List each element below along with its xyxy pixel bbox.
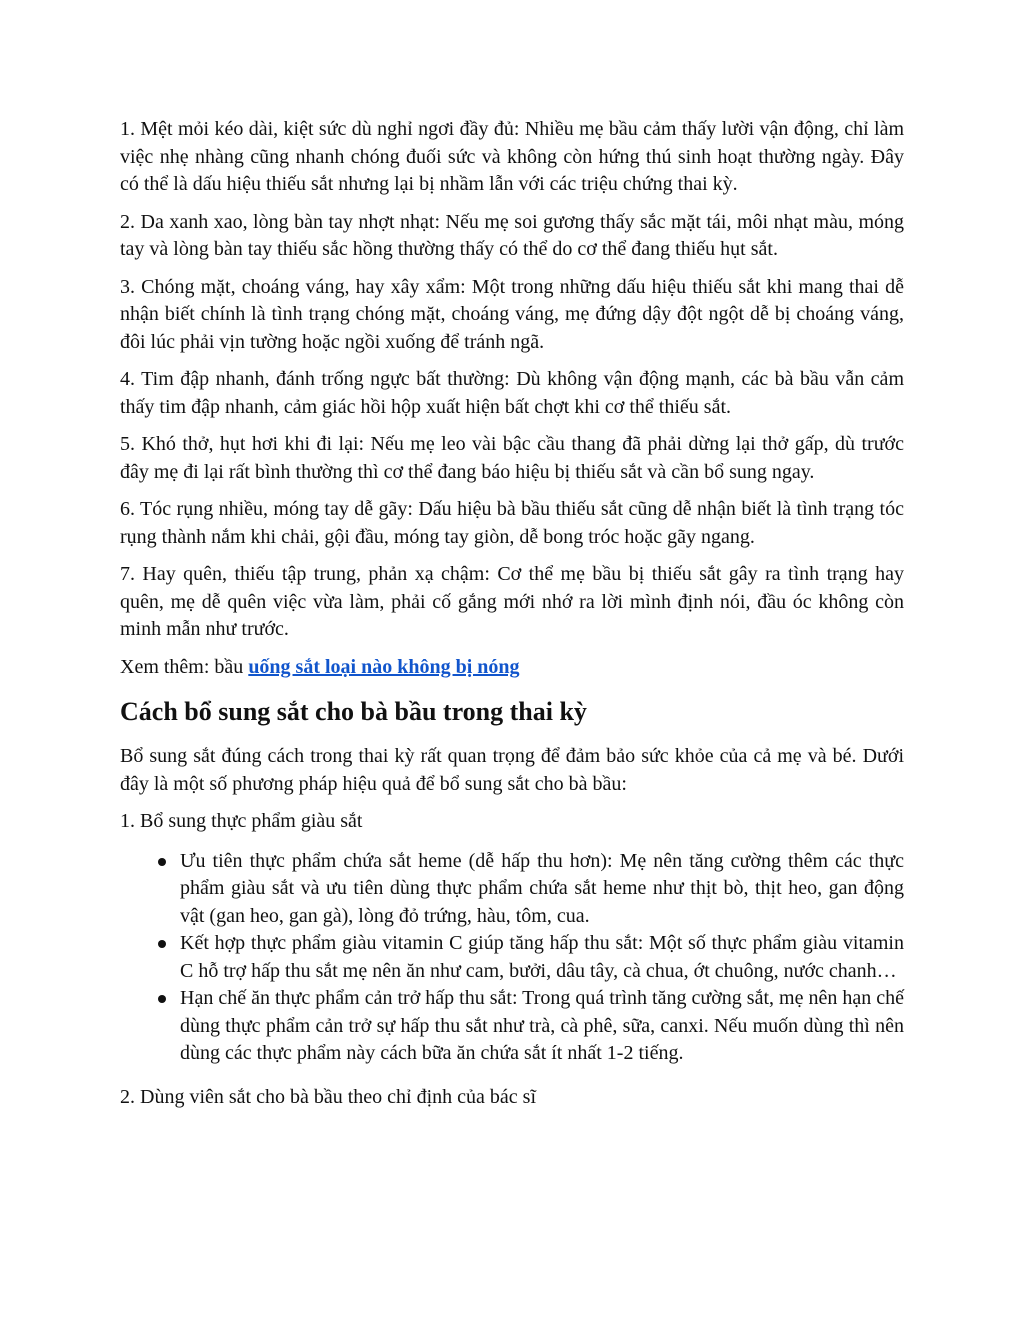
list-item [120,930,904,985]
list-item [120,848,904,931]
step-2-label: 2. Dùng viên sắt cho bà bầu theo chỉ định của bác sĩ [120,1085,536,1108]
symptom-3-paragraph: 3. Chóng mặt, choáng váng, hay xây xẩm: Một trong những dấu hiệu thiếu sắt khi mang thai dễ nhận biết chính là tình trạng chóng mặt, choáng váng, mẹ đứng dậy đột ngột dễ bị choáng váng, đôi lúc phải vịn tường hoặc ngồi xuống để tránh ngã. [120,275,904,353]
food-tips-list [120,848,904,1068]
symptom-2-paragraph: 2. Da xanh xao, lòng bàn tay nhợt nhạt: Nếu mẹ soi gương thấy sắc mặt tái, môi nhạt màu, móng tay và lòng bàn tay thiếu sắc hồng thường thấy có thể do cơ thể đang thiếu hụt sắt. [120,210,904,260]
see-more-prefix: Xem thêm: bầu [120,655,249,678]
list-item-text: Hạn chế ăn thực phẩm cản trở hấp thu sắt: Trong quá trình tăng cường sắt, mẹ nên hạn chế dùng thực phẩm cản trở sự hấp thu sắt như trà, cà phê, sữa, canxi. Nếu muốn dùng thì nên dùng các thực phẩm này cách bữa ăn chứa sắt ít nhất 1-2 tiếng. [180,987,904,1064]
symptom-4-paragraph: 4. Tim đập nhanh, đánh trống ngực bất thường: Dù không vận động mạnh, các bà bầu vẫn cảm thấy tim đập nhanh, cảm giác hồi hộp xuất hiện bất chợt khi cơ thể thiếu sắt. [120,368,904,418]
bullet-icon [158,940,166,948]
section-intro-paragraph: Bổ sung sắt đúng cách trong thai kỳ rất quan trọng để đảm bảo sức khỏe của cả mẹ và bé. Dưới đây là một số phương pháp hiệu quả để bổ sung sắt cho bà bầu: [120,745,904,795]
section-heading: Cách bổ sung sắt cho bà bầu trong thai kỳ [120,697,587,726]
list-item [120,985,904,1068]
see-more-line [120,654,904,682]
symptom-7-paragraph: 7. Hay quên, thiếu tập trung, phản xạ chậm: Cơ thể mẹ bầu bị thiếu sắt gây ra tình trạng hay quên, mẹ dễ quên việc vừa làm, phải cố gắng mới nhớ ra lời mình định nói, đầu óc không còn minh mẫn như trước. [120,563,904,640]
symptom-5-paragraph: 5. Khó thở, hụt hơi khi đi lại: Nếu mẹ leo vài bậc cầu thang đã phải dừng lại thở gấp, dù trước đây mẹ đi lại rất bình thường thì cơ thể đang báo hiệu bị thiếu sắt và cần bổ sung ngay. [120,433,904,483]
symptom-6-paragraph: 6. Tóc rụng nhiều, móng tay dễ gãy: Dấu hiệu bà bầu thiếu sắt cũng dễ nhận biết là tình trạng tóc rụng thành nắm khi chải, gội đầu, móng tay giòn, dễ bong tróc hoặc gãy ngang. [120,498,904,548]
bullet-icon [158,858,166,866]
list-item-text: Kết hợp thực phẩm giàu vitamin C giúp tăng hấp thu sắt: Một số thực phẩm giàu vitamin C hỗ trợ hấp thu sắt mẹ nên ăn như cam, bưởi, dâu tây, cà chua, ớt chuông, nước chanh… [180,932,904,982]
see-more-link[interactable]: uống sắt loại nào không bị nóng [248,655,520,678]
symptom-1-paragraph: 1. Mệt mỏi kéo dài, kiệt sức dù nghỉ ngơi đầy đủ: Nhiều mẹ bầu cảm thấy lười vận động, chỉ làm việc nhẹ nhàng cũng nhanh chóng đuối sức và không còn hứng thú sinh hoạt thường ngày. Đây có thể là dấu hiệu thiếu sắt nhưng lại bị nhầm lẫn với các triệu chứng thai kỳ. [120,118,904,195]
step-1-label: 1. Bổ sung thực phẩm giàu sắt [120,810,363,832]
document-page [120,116,904,1121]
list-item-text: Ưu tiên thực phẩm chứa sắt heme (dễ hấp thu hơn): Mẹ nên tăng cường thêm các thực phẩm giàu sắt và ưu tiên dùng thực phẩm chứa sắt heme như thịt bò, thịt heo, gan động vật (gan heo, gan gà), lòng đỏ trứng, hàu, tôm, cua. [180,849,904,927]
bullet-icon [158,995,166,1003]
